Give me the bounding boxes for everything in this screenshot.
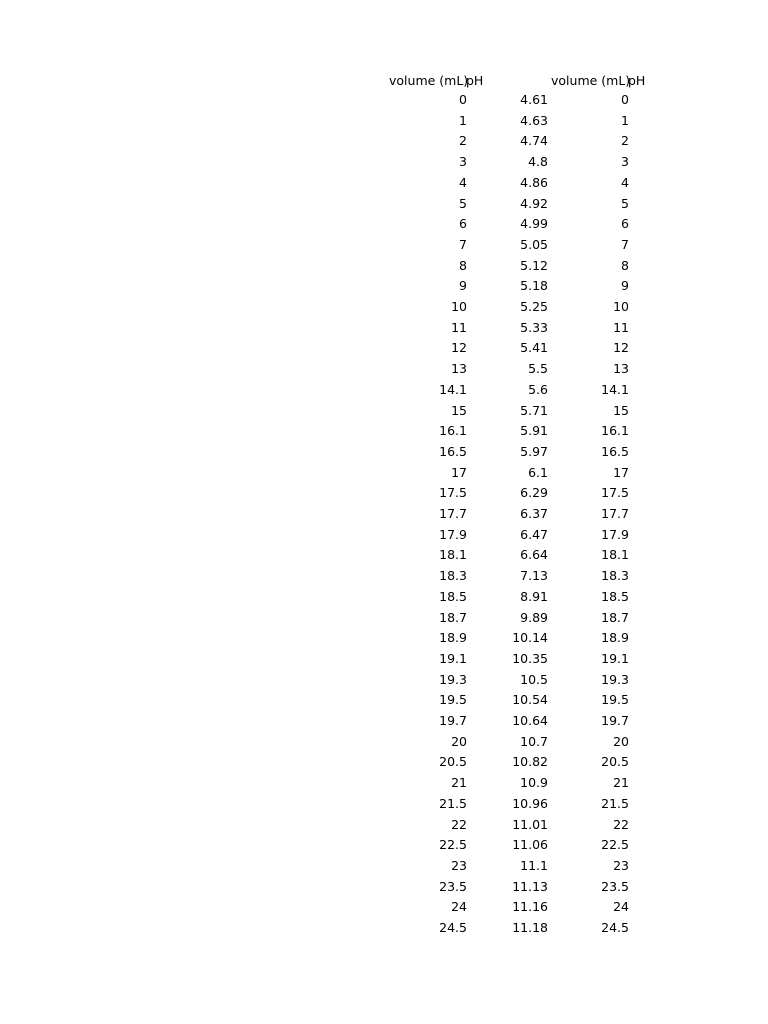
ph-cell: 6.1 [528, 464, 548, 480]
volume-cell: 15 [451, 402, 467, 418]
volume-cell-2: 10 [613, 299, 629, 314]
volume-cell: 22.5 [439, 837, 467, 853]
ph-cell: 7.13 [520, 568, 548, 584]
volume-cell: 3 [459, 154, 467, 170]
volume-cell-2: 5 [621, 195, 629, 211]
volume-cell: 11 [451, 319, 467, 335]
ph-cell: 5.71 [520, 402, 548, 418]
ph-cell: 5.33 [520, 319, 548, 335]
ph-cell: 5.41 [520, 340, 548, 356]
volume-cell: 19.7 [439, 713, 467, 728]
volume-cell-2: 17.9 [601, 526, 629, 542]
volume-cell-2: 18.3 [601, 568, 629, 584]
ph-cell: 5.91 [520, 423, 548, 439]
volume-cell: 18.3 [439, 568, 467, 584]
volume-cell-2: 0 [621, 92, 629, 107]
volume-cell: 1 [459, 112, 467, 128]
ph-cell: 10.7 [520, 733, 548, 749]
volume-cell: 14.1 [439, 381, 467, 397]
volume-cell-2: 22.5 [601, 837, 629, 853]
volume-cell: 4 [459, 174, 467, 190]
ph-cell: 11.06 [512, 837, 548, 853]
volume-cell-2: 17 [613, 464, 629, 480]
volume-cell: 22 [451, 816, 467, 832]
volume-cell: 20 [451, 733, 467, 749]
volume-cell: 24.5 [439, 920, 467, 935]
ph-cell: 8.91 [520, 588, 548, 604]
volume-cell-2: 19.7 [601, 713, 629, 728]
volume-cell: 8 [459, 257, 467, 273]
volume-cell-2: 18.1 [601, 547, 629, 563]
volume-cell-2: 16.1 [601, 423, 629, 439]
ph-cell: 11.13 [512, 878, 548, 894]
volume-cell-2: 12 [613, 340, 629, 356]
volume-cell-2: 8 [621, 257, 629, 273]
volume-cell: 21 [451, 775, 467, 791]
volume-cell: 19.5 [439, 692, 467, 708]
volume-cell: 17 [451, 464, 467, 480]
volume-cell: 18.1 [439, 547, 467, 563]
ph-cell: 4.8 [528, 154, 548, 170]
volume-cell-2: 4 [621, 174, 629, 190]
ph-cell: 10.64 [512, 713, 548, 728]
ph-cell: 6.37 [520, 506, 548, 521]
volume-cell: 17.9 [439, 526, 467, 542]
volume-cell-2: 23.5 [601, 878, 629, 894]
volume-cell-2: 17.7 [601, 506, 629, 521]
ph-cell: 6.47 [520, 526, 548, 542]
volume-cell-2: 20.5 [601, 754, 629, 770]
ph-cell: 5.25 [520, 299, 548, 314]
volume-cell: 10 [451, 299, 467, 314]
header-ph-1: pH [466, 73, 484, 88]
volume-cell-2: 19.1 [601, 650, 629, 666]
volume-cell: 21.5 [439, 795, 467, 811]
volume-cell-2: 16.5 [601, 443, 629, 459]
volume-cell: 17.5 [439, 485, 467, 501]
volume-cell-2: 18.9 [601, 630, 629, 646]
volume-cell-2: 15 [613, 402, 629, 418]
ph-cell: 10.54 [512, 692, 548, 708]
header-ph-2: pH [628, 73, 646, 88]
ph-cell: 10.5 [520, 671, 548, 687]
volume-cell: 23 [451, 857, 467, 873]
volume-cell: 6 [459, 216, 467, 232]
volume-cell: 16.1 [439, 423, 467, 439]
volume-cell: 16.5 [439, 443, 467, 459]
ph-cell: 4.86 [520, 174, 548, 190]
volume-cell: 17.7 [439, 506, 467, 521]
volume-cell: 18.9 [439, 630, 467, 646]
ph-cell: 5.97 [520, 443, 548, 459]
ph-cell: 6.64 [520, 547, 548, 563]
ph-cell: 4.61 [520, 92, 548, 107]
ph-cell: 4.92 [520, 195, 548, 211]
volume-cell-2: 14.1 [601, 381, 629, 397]
volume-cell: 19.3 [439, 671, 467, 687]
volume-cell-2: 2 [621, 133, 629, 149]
volume-cell-2: 24.5 [601, 920, 629, 935]
volume-cell: 9 [459, 278, 467, 294]
volume-cell-2: 19.3 [601, 671, 629, 687]
volume-cell-2: 21.5 [601, 795, 629, 811]
volume-cell-2: 18.5 [601, 588, 629, 604]
ph-cell: 10.14 [512, 630, 548, 646]
volume-cell: 20.5 [439, 754, 467, 770]
header-volume-1: volume (mL) [389, 73, 469, 88]
ph-cell: 10.35 [512, 650, 548, 666]
volume-cell: 13 [451, 361, 467, 377]
volume-cell: 12 [451, 340, 467, 356]
volume-cell-2: 22 [613, 816, 629, 832]
volume-cell-2: 6 [621, 216, 629, 232]
ph-cell: 10.82 [512, 754, 548, 770]
ph-cell: 11.18 [512, 920, 548, 935]
ph-cell: 5.6 [528, 381, 548, 397]
volume-cell: 23.5 [439, 878, 467, 894]
volume-cell-2: 11 [613, 319, 629, 335]
volume-cell-2: 23 [613, 857, 629, 873]
volume-cell: 2 [459, 133, 467, 149]
ph-cell: 5.12 [520, 257, 548, 273]
volume-cell-2: 7 [621, 236, 629, 252]
volume-cell-2: 1 [621, 112, 629, 128]
volume-cell-2: 18.7 [601, 609, 629, 625]
ph-cell: 5.5 [528, 361, 548, 377]
volume-cell-2: 19.5 [601, 692, 629, 708]
volume-cell: 24 [451, 899, 467, 915]
volume-cell-2: 9 [621, 278, 629, 294]
volume-cell-2: 21 [613, 775, 629, 791]
ph-cell: 4.99 [520, 216, 548, 232]
volume-cell: 18.5 [439, 588, 467, 604]
ph-cell: 6.29 [520, 485, 548, 501]
ph-cell: 5.18 [520, 278, 548, 294]
ph-cell: 4.63 [520, 112, 548, 128]
ph-cell: 5.05 [520, 236, 548, 252]
volume-cell: 5 [459, 195, 467, 211]
volume-cell: 0 [459, 92, 467, 107]
ph-cell: 9.89 [520, 609, 548, 625]
volume-cell-2: 17.5 [601, 485, 629, 501]
ph-cell: 11.1 [520, 857, 548, 873]
volume-cell-2: 20 [613, 733, 629, 749]
volume-cell: 18.7 [439, 609, 467, 625]
volume-cell: 7 [459, 236, 467, 252]
header-volume-2: volume (mL) [551, 73, 631, 88]
ph-cell: 10.9 [520, 775, 548, 791]
volume-cell: 19.1 [439, 650, 467, 666]
volume-cell-2: 3 [621, 154, 629, 170]
volume-cell-2: 13 [613, 361, 629, 377]
ph-cell: 11.01 [512, 816, 548, 832]
ph-cell: 11.16 [512, 899, 548, 915]
ph-cell: 4.74 [520, 133, 548, 149]
volume-cell-2: 24 [613, 899, 629, 915]
ph-cell: 10.96 [512, 795, 548, 811]
